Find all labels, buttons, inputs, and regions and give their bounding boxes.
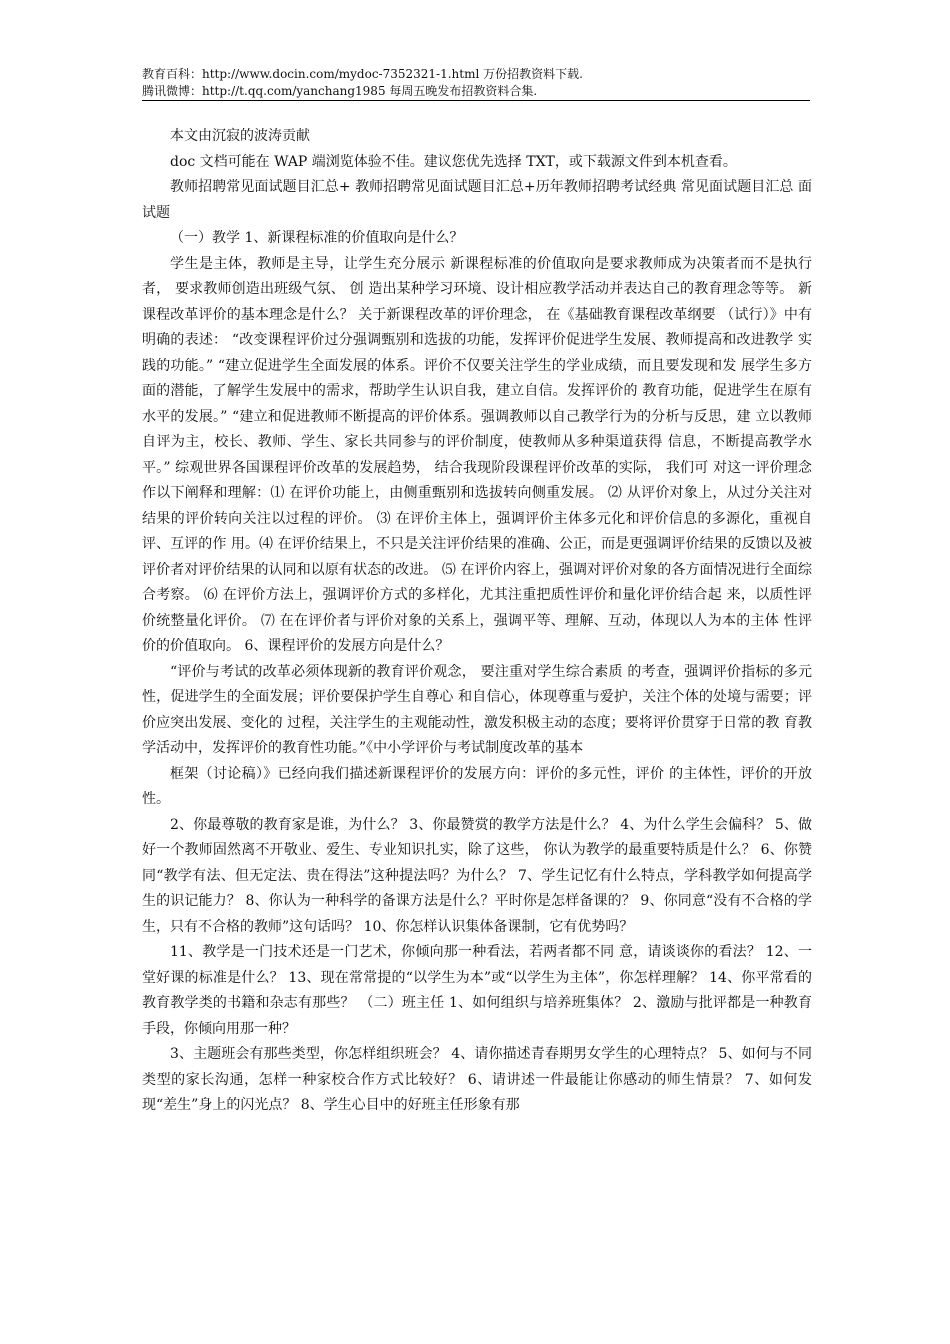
paragraph-doc-notice: doc 文档可能在 WAP 端浏览体验不佳。建议您优先选择 TXT，或下载源文件到本机查看。 (170, 153, 737, 170)
paragraph-title: 教师招聘常见面试题目汇总+ 教师招聘常见面试题目汇总+历年教师招聘考试经典 常见面试题目汇总 面试题 (142, 179, 812, 221)
paragraph-questions-2-10: 2、你最尊敬的教育家是谁，为什么？ 3、你最赞赏的教学方法是什么？ 4、为什么学生会偏科？ 5、做好一个教师固然离不开敬业、爱生、专业知识扎实，除了这些， 你认为教学的最重要特质是什么？ 6、你赞同“教学有法、但无定法、贵在得法”这种提法吗？为什么？ 7、学生记忆有什么特点，学科教学如何提高学生的识记能力？ 8、你认为一种科学的备课方法是什么？平时你是怎样备课的？ 9、你同意“没有不合格的学生，只有不合格的教师”这句话吗？ 10、你怎样认识集体备课制，它有优势吗？ (142, 816, 812, 935)
paragraph-evaluation: 学生是主体，教师是主导，让学生充分展示 新课程标准的价值取向是要求教师成为决策者而不是执行者， 要求教师创造出班级气氛、 创 造出某种学习环境、设计相应教学活动并表达自己的教育理念等等。 新课程改革评价的基本理念是什么？ 关于新课程改革的评价理念， 在《基础教育课程改革纲要 （试行）》中有明确的表述： “改变课程评价过分强调甄别和选拔的功能，发挥评价促进学生发展、教师提高和改进教学 实践的功能。” “建立促进学生全面发展的体系。评价不仅要关注学生的学业成绩，而且要发现和发 展学生多方面的潜能，了解学生发展中的需求，帮助学生认识自我，建立自信。发挥评价的 教育功能，促进学生在原有水平的发展。” “建立和促进教师不断提高的评价体系。强调教师以自己教学行为的分析与反思，建 立以教师自评为主，校长、教师、学生、家长共同参与的评价制度，使教师从多种渠道获得 信息，不断提高教学水平。” 综观世界各国课程评价改革的发展趋势， 结合我现阶段课程评价改革的实际， 我们可 对这一评价理念作以下阐释和理解：⑴ 在评价功能上，由侧重甄别和选拔转向侧重发展。 ⑵ 从评价对象上，从过分关注对结果的评价转向关注以过程的评价。 ⑶ 在评价主体上，强调评价主体多元化和评价信息的多源化，重视自评、互评的作 用。⑷ 在评价结果上，不只是关注评价结果的准确、公正，而是更强调评价结果的反馈以及被评价者对评价结果的认同和以原有状态的改进。 ⑸ 在评价内容上，强调对评价对象的各方面情况进行全面综合考察。 ⑹ 在评价方法上，强调评价方式的多样化，尤其注重把质性评价和量化评价结合起 来，以质性评价统整量化评价。 ⑺ 在在评价者与评价对象的关系上，强调平等、理解、互动，体现以人为本的主体 性评价的价值取向。 6、课程评价的发展方向是什么？ (142, 255, 812, 654)
paragraph-questions-class-teacher: 3、主题班会有那些类型，你怎样组织班会？ 4、请你描述青春期男女学生的心理特点？ 5、如何与不同类型的家长沟通，怎样一种家校合作方式比较好？ 6、请讲述一件最能让你感动的师生情景？ 7、如何发现“差生”身上的闪光点？ 8、学生心目中的好班主任形象有那 (142, 1046, 812, 1113)
page-header (142, 66, 810, 100)
paragraph-quote: “评价与考试的改革必须体现新的教育评价观念， 要注重对学生综合素质 的考查，强调评价指标的多元性，促进学生的全面发展；评价要保护学生自尊心 和自信心，体现尊重与爱护，关注个体的处境与需要；评价应突出发展、变化的 过程，关注学生的主观能动性，激发积极主动的态度；要将评价贯穿于日常的教 育教学活动中，发挥评价的教育性功能。”《中小学评价与考试制度改革的基本 (142, 663, 812, 756)
document-body (142, 124, 812, 1119)
header-line-docin: 教育百科：http://www.docin.com/mydoc-7352321-1.html 万份招教资料下载. (142, 67, 583, 81)
header-line-weibo: 腾讯微博：http://t.qq.com/yanchang1985 每周五晚发布招教资料合集. (142, 84, 538, 98)
paragraph-framework: 框架（讨论稿）》已经向我们描述新课程评价的发展方向：评价的多元性，评价 的主体性，评价的开放性。 (142, 765, 812, 807)
paragraph-section-teaching: （一）教学 1、新课程标准的价值取向是什么？ (170, 230, 464, 246)
header-divider (142, 100, 810, 101)
paragraph-contributor: 本文由沉寂的波涛贡献 (170, 128, 310, 144)
paragraph-questions-11-14: 11、教学是一门技术还是一门艺术，你倾向那一种看法，若两者都不同 意，请谈谈你的看法？ 12、一堂好课的标准是什么？ 13、现在常常提的“以学生为本”或“以学生为主体”，你怎样理解？ 14、你平常看的教育教学类的书籍和杂志有那些？ （二）班主任 1、如何组织与培养班集体？ 2、激励与批评都是一种教育手段，你倾向用那一种？ (142, 944, 812, 1037)
